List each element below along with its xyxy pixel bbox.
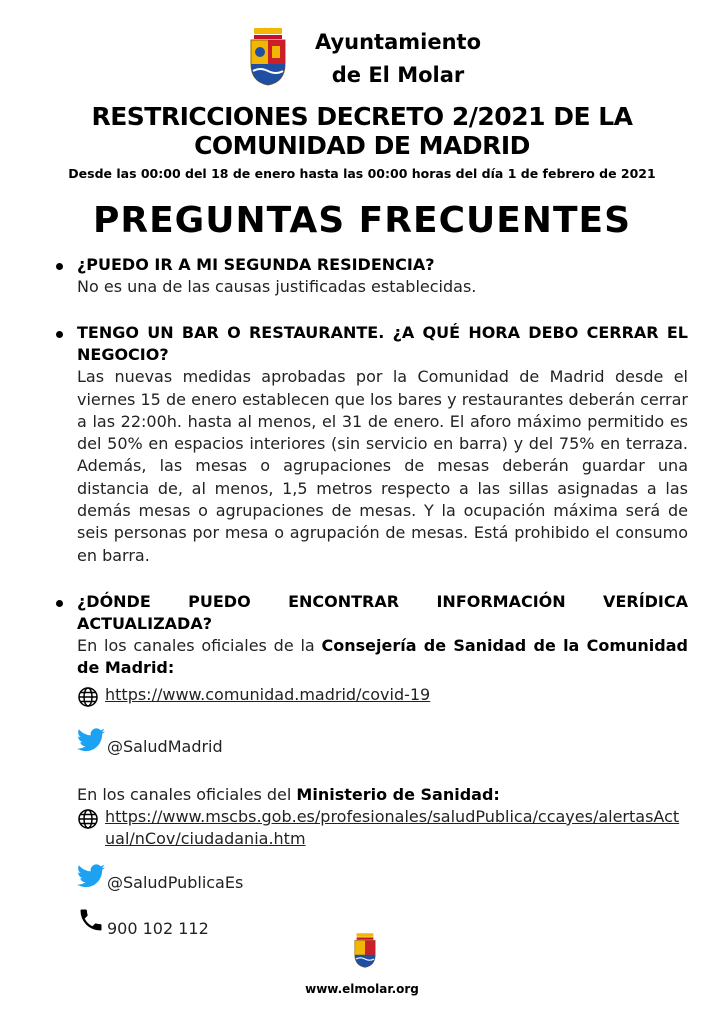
cam-intro-text: En los canales oficiales de la xyxy=(77,635,322,655)
title-line-2: COMUNIDAD DE MADRID xyxy=(194,131,530,160)
bullet-icon xyxy=(56,600,63,607)
phone-icon xyxy=(77,906,107,938)
faq-item-bar-closing xyxy=(56,322,688,567)
faq-question: ¿DÓNDE PUEDO ENCONTRAR INFORMACIÓN VERÍDICA ACTUALIZADA? xyxy=(77,591,688,633)
org-line-2: de El Molar xyxy=(331,63,465,87)
cam-twitter-handle[interactable]: @SaludMadrid xyxy=(107,736,223,756)
cam-intro-bold: Consejería de Sanidad de la Comunidad de Madrid: xyxy=(77,635,688,678)
faq-question: TENGO UN BAR O RESTAURANTE. ¿A QUÉ HORA DEBO CERRAR EL NEGOCIO? xyxy=(77,323,688,365)
globe-icon xyxy=(77,808,105,836)
twitter-bird-icon xyxy=(77,728,107,756)
footer-coat-of-arms-icon xyxy=(353,930,377,970)
ministry-intro-bold: Ministerio de Sanidad: xyxy=(296,784,500,804)
document-title xyxy=(40,102,684,160)
page-header xyxy=(0,24,724,90)
faq-answer: No es una de las causas justificadas establecidas. xyxy=(77,277,477,296)
ministry-website-row xyxy=(77,806,688,850)
bullet-icon xyxy=(56,263,63,270)
globe-icon xyxy=(77,686,105,714)
ministry-intro xyxy=(77,784,688,806)
organization-name xyxy=(298,26,498,92)
org-line-1: Ayuntamiento xyxy=(314,30,482,54)
cam-website-link[interactable]: https://www.comunidad.madrid/covid-19 xyxy=(105,684,431,704)
phone-row xyxy=(77,906,688,938)
ministry-twitter-row xyxy=(77,864,688,892)
title-line-1: RESTRICCIONES DECRETO 2/2021 DE LA xyxy=(91,102,633,131)
faq-answer: Las nuevas medidas aprobadas por la Comunidad de Madrid desde el viernes 15 de enero establecen que los bares y restaurantes deberán cerrar a las 22:00h. hasta al menos, el 31 de enero. El aforo máximo permitido es del 50% en espacios interiores (sin servicio en barra) y del 75% en terraza. Además, las mesas o agrupaciones de mesas deberán guardar una distancia de, al menos, 1,5 metros respecto a las sillas asignadas a las demás mesas o agrupaciones de mesas. Y la ocupación máxima será de seis personas por mesa o agrupación de mesas. Está prohibido el consumo en barra. xyxy=(77,367,688,565)
faq-item-information-sources xyxy=(56,591,688,938)
cam-intro xyxy=(77,635,688,680)
twitter-bird-icon xyxy=(77,864,107,892)
ministry-website-link[interactable]: https://www.mscbs.gob.es/profesionales/saludPublica/ccayes/alertasActual/nCov/ciudadania.htm xyxy=(105,806,680,848)
faq-question: ¿PUEDO IR A MI SEGUNDA RESIDENCIA? xyxy=(77,255,435,274)
bullet-icon xyxy=(56,331,63,338)
ministry-intro-text: En los canales oficiales del xyxy=(77,784,297,804)
phone-number[interactable]: 900 102 112 xyxy=(107,918,209,938)
validity-date-range: Desde las 00:00 del 18 de enero hasta las 00:00 horas del día 1 de febrero de 2021 xyxy=(68,166,656,181)
cam-website-row xyxy=(77,684,688,714)
footer-website[interactable]: www.elmolar.org xyxy=(305,982,419,996)
ministry-twitter-handle[interactable]: @SaludPublicaEs xyxy=(107,872,244,892)
faq-item-second-residence xyxy=(56,254,688,298)
faq-list xyxy=(56,254,688,962)
faq-heading: PREGUNTAS FRECUENTES xyxy=(92,200,632,241)
cam-twitter-row xyxy=(77,728,688,756)
coat-of-arms-icon xyxy=(248,26,288,86)
